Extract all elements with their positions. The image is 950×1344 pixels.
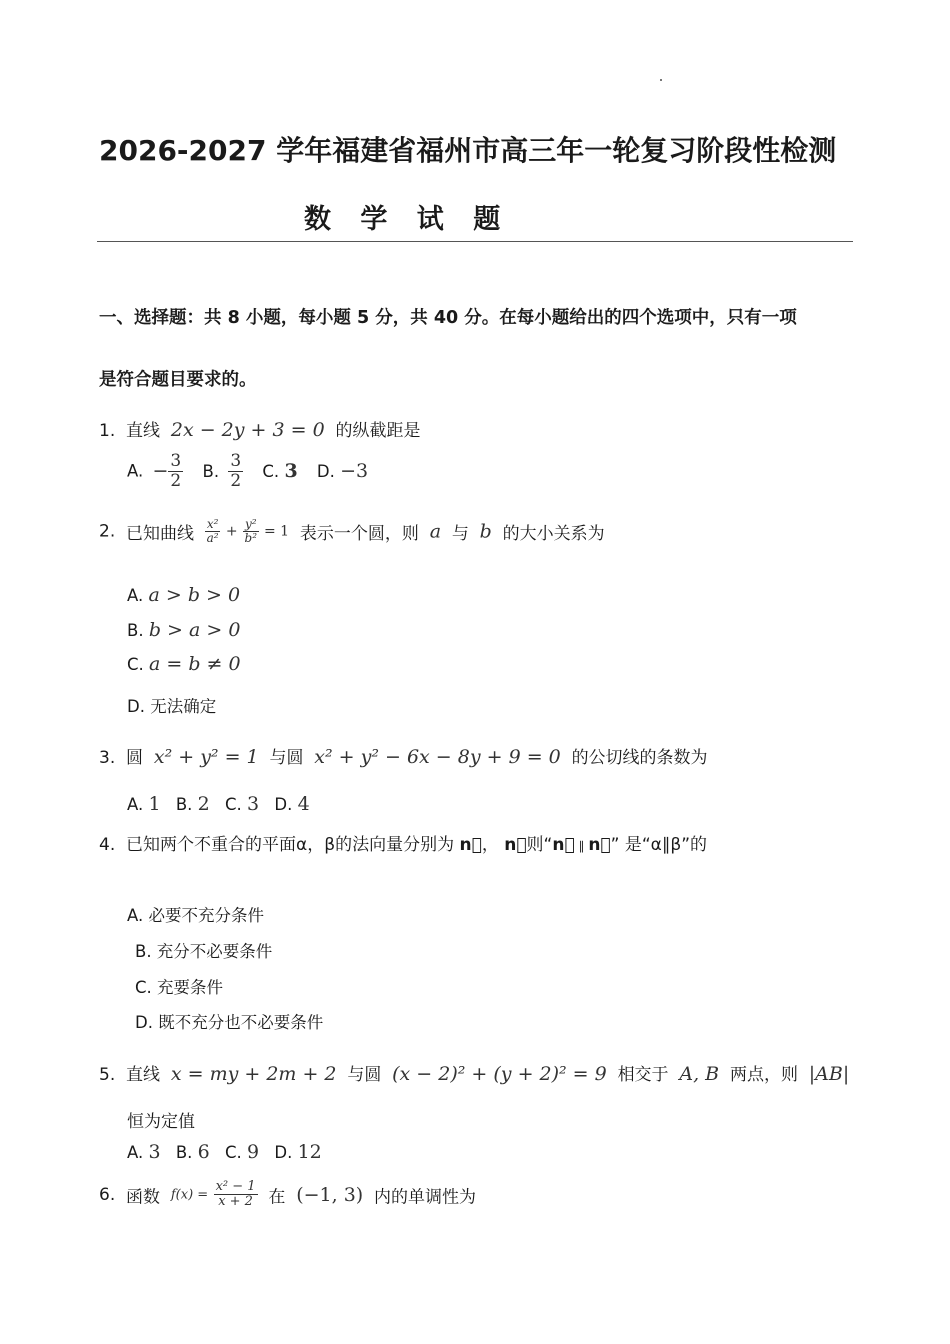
- q2-post: 的大小关系为: [502, 524, 605, 545]
- q1-optA-denominator: 2: [170, 470, 182, 491]
- q6-interval: (−1, 3): [296, 1183, 364, 1206]
- q1-optD-label: D.: [316, 461, 335, 481]
- q3-optC-value: 3: [247, 793, 260, 815]
- question-6: [99, 1180, 476, 1210]
- q2-fy-numerator: y²: [244, 517, 257, 531]
- q5-options: [127, 1141, 322, 1163]
- q1-optC-label: C.: [262, 461, 280, 481]
- question-4: [99, 830, 707, 855]
- q2-fy-denominator: b²: [244, 531, 258, 546]
- q5-points: A, B: [679, 1063, 720, 1085]
- q3-optA-value: 1: [148, 793, 161, 815]
- q5-line-eq: x = my + 2m + 2: [170, 1063, 337, 1085]
- q5-mid3: 两点，则: [729, 1065, 798, 1085]
- question-2: [99, 518, 605, 545]
- q2-equals: = 1: [263, 523, 290, 540]
- q6-pre: 函数: [126, 1187, 161, 1208]
- q2-fx-numerator: x²: [206, 517, 219, 531]
- q1-options: [127, 452, 368, 490]
- q3-optD-value: 4: [297, 793, 310, 815]
- q1-optC-value: 3: [284, 460, 298, 483]
- q6-function-name: f(x) =: [170, 1187, 209, 1203]
- q2-number: 2.: [99, 521, 116, 542]
- q6-post: 内的单调性为: [374, 1187, 477, 1208]
- q5-line2: 恒为定值: [127, 1112, 195, 1132]
- q4-optC: C. 充要条件: [135, 978, 224, 997]
- q2-plus: +: [225, 523, 238, 540]
- question-5: [99, 1060, 849, 1085]
- q2-mid2: 与: [451, 524, 469, 545]
- q4-vector-n1: n⃞: [459, 835, 482, 855]
- q3-optB-label: B.: [175, 795, 193, 814]
- q6-numerator: x² − 1: [215, 1179, 256, 1194]
- q2-var-a: a: [429, 520, 442, 543]
- q1-optB-numerator: 3: [230, 451, 242, 471]
- q4-vector-n3: n⃞: [552, 835, 575, 855]
- q2-fraction-y: [243, 518, 259, 545]
- exam-title: 2026-2027 学年福建省福州市高三年一轮复习阶段性检测: [99, 134, 837, 167]
- q2-optA-label: A.: [127, 586, 144, 605]
- q6-denominator: x + 2: [218, 1194, 253, 1210]
- q1-number: 1.: [99, 421, 116, 441]
- q5-optB-value: 6: [197, 1141, 210, 1163]
- q2-optC: [127, 653, 241, 675]
- q3-optD-label: D.: [274, 795, 293, 814]
- q5-optA-label: A.: [127, 1143, 144, 1162]
- q4-vector-n4: n⃞: [588, 835, 611, 855]
- q3-circle1: x² + y² = 1: [153, 746, 259, 768]
- q5-circle-eq: (x − 2)² + (y + 2)² = 9: [392, 1063, 607, 1085]
- q4-text-post: ” 是“α∥β”的: [610, 835, 708, 855]
- q1-optA-sign: −: [152, 460, 169, 483]
- q1-optB-label: B.: [202, 461, 220, 481]
- q5-optC-value: 9: [247, 1141, 260, 1163]
- q4-parallel: ∥: [574, 839, 589, 853]
- q4-sep: ，: [481, 835, 499, 855]
- q5-optD-label: D.: [274, 1143, 293, 1162]
- q4-optA: A. 必要不充分条件: [127, 906, 264, 925]
- q2-mid1: 表示一个圆，则: [299, 524, 419, 545]
- q3-number: 3.: [99, 748, 116, 768]
- q2-optB-value: b > a > 0: [148, 619, 241, 641]
- q1-optA-numerator: 3: [170, 451, 182, 471]
- q2-fx-denominator: a²: [206, 531, 219, 546]
- q6-fraction: [214, 1180, 258, 1210]
- q4-optD: D. 既不充分也不必要条件: [135, 1013, 324, 1032]
- q3-circle2: x² + y² − 6x − 8y + 9 = 0: [314, 746, 561, 768]
- q2-optD-label: D.: [127, 697, 145, 716]
- header-divider: [97, 241, 853, 242]
- q2-fraction-x: [205, 518, 221, 545]
- q2-var-b: b: [479, 520, 492, 543]
- q5-optA-value: 3: [148, 1141, 161, 1163]
- q1-pre: 直线: [126, 421, 161, 441]
- exam-subtitle: 数 学 试 题: [304, 204, 511, 235]
- q6-number: 6.: [99, 1184, 116, 1205]
- q1-optB-fraction: [228, 452, 243, 490]
- q3-options: [127, 793, 310, 815]
- q4-number: 4.: [99, 835, 116, 855]
- q3-optA-label: A.: [127, 795, 144, 814]
- q2-optC-label: C.: [127, 655, 144, 674]
- q5-optD-value: 12: [297, 1141, 322, 1163]
- q5-optC-label: C.: [225, 1143, 242, 1162]
- q2-optA: [127, 584, 240, 606]
- q1-post: 的纵截距是: [335, 421, 421, 441]
- q1-optD-value: −3: [340, 460, 369, 483]
- q3-mid: 与圆: [269, 748, 304, 768]
- q2-pre: 已知曲线: [126, 524, 195, 545]
- q2-optB-label: B.: [127, 621, 144, 640]
- q4-vector-n2: n⃞: [504, 835, 527, 855]
- q3-optC-label: C.: [225, 795, 242, 814]
- q5-pre: 直线: [126, 1065, 161, 1085]
- q5-mid2: 相交于: [617, 1065, 669, 1085]
- q2-optD: [127, 693, 216, 717]
- q2-optC-value: a = b ≠ 0: [149, 653, 241, 675]
- q5-chord: |AB|: [808, 1063, 850, 1085]
- q1-equation: 2x − 2y + 3 = 0: [170, 419, 325, 441]
- q4-text-pre: 已知两个不重合的平面α，β的法向量分别为: [126, 835, 455, 855]
- q4-text-mid: 则“: [526, 835, 553, 855]
- q1-optA-label: A.: [127, 461, 144, 481]
- section-heading-line1: 一、选择题：共 8 小题，每小题 5 分，共 40 分。在每小题给出的四个选项中，只有一项: [99, 308, 797, 328]
- q5-number: 5.: [99, 1065, 116, 1085]
- q3-post: 的公切线的条数为: [571, 748, 708, 768]
- q6-mid: 在: [268, 1187, 286, 1208]
- q2-optA-value: a > b > 0: [148, 584, 241, 606]
- question-3: [99, 743, 708, 768]
- q5-optB-label: B.: [175, 1143, 193, 1162]
- q4-optB: B. 充分不必要条件: [135, 942, 273, 961]
- q2-optD-value: 无法确定: [150, 697, 217, 716]
- q1-optA-fraction: [168, 452, 183, 490]
- q5-mid1: 与圆: [347, 1065, 382, 1085]
- section-heading-line2: 是符合题目要求的。: [99, 370, 257, 390]
- scan-speck: [660, 79, 662, 81]
- q3-pre: 圆: [126, 748, 144, 768]
- question-1: [99, 416, 420, 441]
- q3-optB-value: 2: [197, 793, 210, 815]
- q2-optB: [127, 619, 240, 641]
- q1-optB-denominator: 2: [230, 470, 242, 491]
